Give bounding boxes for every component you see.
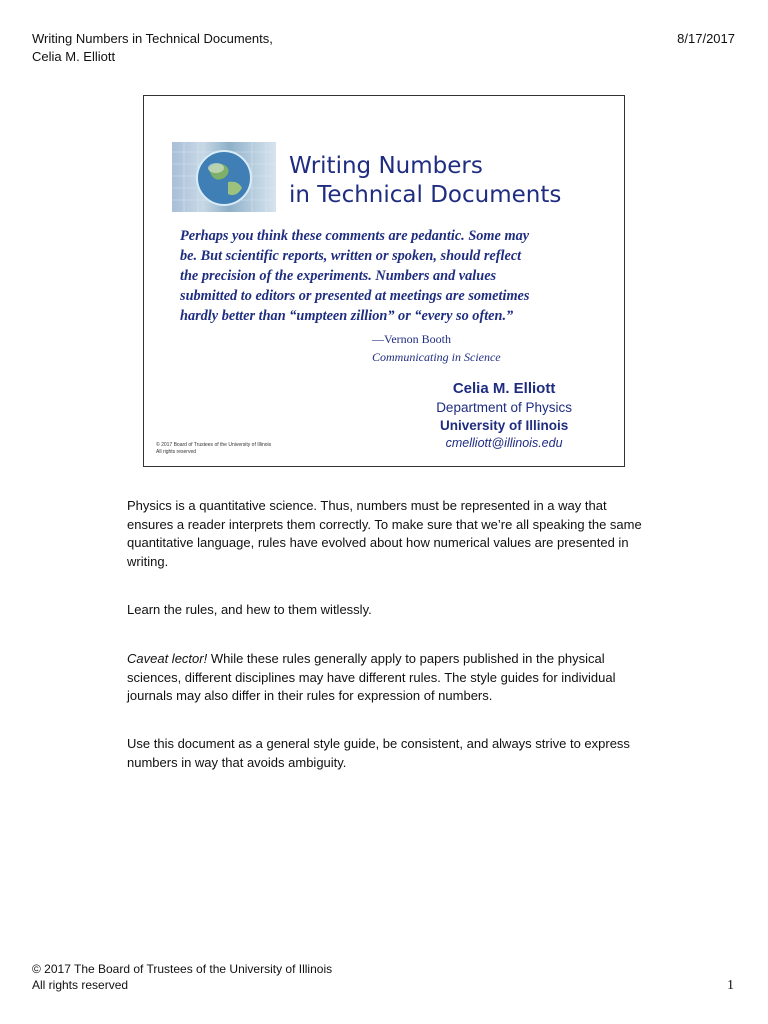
body-paragraph-4: Use this document as a general style guide, be consistent, and always strive to express numbers in way that avoids ambiguity. — [127, 736, 630, 770]
quote-line: be. But scientific reports, written or spoken, should reflect — [180, 248, 522, 264]
header-title — [32, 30, 273, 66]
quote-line: the precision of the experiments. Numbers and values — [180, 268, 497, 284]
author-email: cmelliott@illinois.edu — [445, 436, 563, 450]
page-number: 1 — [727, 978, 734, 993]
body-paragraph-2: Learn the rules, and hew to them witlessly. — [127, 602, 372, 617]
slide-title-line1: Writing Numbers — [289, 153, 483, 179]
author-name: Celia M. Elliott — [452, 380, 556, 397]
slide-quote — [180, 226, 600, 326]
body-paragraph-3-text: While these rules generally apply to papers published in the physical sciences, different disciplines may have different rules. The style guides for individual journals may also differ in their rules for expression of numbers. — [127, 651, 616, 703]
quote-attribution-book: Communicating in Science — [372, 350, 501, 364]
slide-author-block — [436, 379, 572, 452]
slide-thumbnail — [143, 95, 625, 467]
header-date: 8/17/2017 — [677, 31, 735, 46]
header-title-line2: Celia M. Elliott — [32, 49, 116, 64]
slide-copyright-line1: © 2017 Board of Trustees of the University of Illinois — [156, 442, 272, 448]
slide-title — [289, 152, 561, 210]
author-university: University of Illinois — [439, 418, 569, 433]
slide-copyright — [156, 442, 271, 456]
body-paragraph-1: Physics is a quantitative science. Thus, numbers must be represented in a way that ensures a reader interprets them correctly. To make sure that we’re all speaking the same quantitative language, rules have evolved about how numerical values are presented in writing. — [127, 498, 642, 569]
globe-icon — [172, 142, 276, 212]
author-department: Department of Physics — [436, 400, 572, 415]
footer-copyright — [32, 961, 332, 993]
body-paragraph-3 — [127, 650, 647, 706]
header-title-line1: Writing Numbers in Technical Documents, — [32, 31, 273, 46]
quote-line: hardly better than “umpteen zillion” or “every so often.” — [180, 308, 514, 324]
quote-attribution-name: —Vernon Booth — [372, 332, 451, 346]
quote-line: submitted to editors or presented at meetings are sometimes — [180, 288, 530, 304]
footer-line2: All rights reserved — [32, 978, 129, 992]
quote-line: Perhaps you think these comments are pedantic. Some may — [180, 228, 530, 244]
footer-line1: © 2017 The Board of Trustees of the University of Illinois — [32, 962, 333, 976]
caveat-lector: Caveat lector! — [127, 651, 208, 666]
slide-copyright-line2: All rights reserved — [156, 449, 197, 455]
slide-title-line2: in Technical Documents — [289, 182, 562, 208]
